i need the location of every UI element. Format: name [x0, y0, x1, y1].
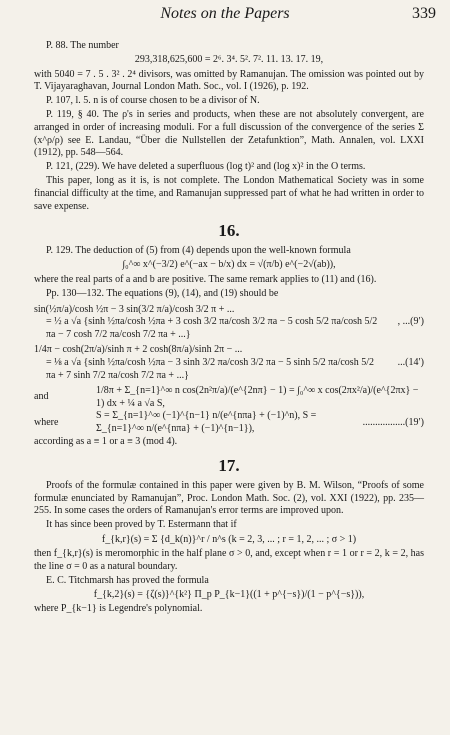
- equation-19b: S = Σ_{n=1}^∞ (−1)^{n−1} n/(e^{nπa} + (−1)^n), S = Σ_{n=1}^∞ n/(e^{nπa} + (−1)^{n−1}),: [96, 410, 317, 434]
- equation-14-tag: ...(14′): [397, 356, 424, 368]
- note-mod: according as a ≡ 1 or a ≡ 3 (mod 4).: [34, 435, 178, 447]
- note-incomplete: This paper, long as it is, is not complete. The London Mathematical Society was in some financial difficulty at the time, and Ramanujan suppressed part of what he had written in order to save expense.: [34, 175, 424, 212]
- running-header: [0, 4, 450, 26]
- equation-9-tag: , ...(9′): [397, 316, 424, 328]
- equation-9-line-1: sin(½π/a)/cosh ½π − 3 sin(3/2 π/a)/cosh 3/2 π + ...: [34, 303, 235, 315]
- page-number: 339: [412, 5, 436, 22]
- note-p88-intro: P. 88. The number: [46, 40, 119, 51]
- note-estermann: It has since been proved by T. Estermann that if: [46, 519, 237, 531]
- equation-9-line-2: = ½ a √a {sinh ½πa/cosh ½πa + 3 cosh 3/2 πa/cosh 3/2 πa − 5 cosh 5/2 πa/cosh 5/2 πa − 7 cosh 7/2 πa/cosh 7/2 πa + ...}: [46, 316, 378, 340]
- running-title: Notes on the Papers: [160, 5, 290, 22]
- note-p88-tail: with 5040 = 7 . 5 . 3² . 2⁴ divisors, was omitted by Ramanujan. The omission was pointed out by T. Vijayaraghavan, Journal London Math. Soc., vol. I (1926), p. 192.: [34, 68, 424, 93]
- note-real-parts: where the real parts of a and b are positive. The same remark applies to (11) and (16).: [34, 273, 377, 285]
- equation-14-line-1: 1/4π − cosh(2π/a)/sinh π + 2 cosh(8π/a)/sinh 2π − ...: [34, 344, 243, 356]
- formula-f-def: f_{k,r}(s) = Σ {d_k(n)}^r / n^s (k = 2, 3, ... ; r = 1, 2, ... ; σ > 1): [101, 533, 357, 545]
- equation-9: [34, 304, 424, 342]
- equation-14: [34, 344, 424, 382]
- where-label: where: [34, 416, 59, 428]
- formula-integral: ∫₀^∞ x^(−3/2) e^(−ax − b/x) dx = √(π/b) e^(−2√(ab)),: [122, 259, 336, 271]
- note-pp130: Pp. 130—132. The equations (9), (14), and (19) should be: [46, 288, 279, 299]
- note-titchmarsh: E. C. Titchmarsh has proved the formula: [46, 574, 209, 586]
- equation-14-line-2: = ⅛ a √a {sinh ½πa/cosh ½πa − 3 sinh 3/2 πa/cosh 3/2 πa − 5 sinh 5/2 πa/cosh 5/2 πa + 7 sinh 7/2 πa/cosh 7/2 πa + ...}: [46, 356, 374, 381]
- section-heading-16: 16.: [218, 221, 240, 241]
- note-p88-number: 293,318,625,600 = 2⁶. 3⁴. 5². 7². 11. 13. 17. 19,: [134, 54, 324, 66]
- note-legendre: where P_{k−1} is Legendre's polynomial.: [34, 603, 203, 615]
- note-meromorphic: then f_{k,r}(s) is meromorphic in the half plane σ > 0, and, except when r = 1 or r = 2, k = 2, has the line σ = 0 as a natural boundary.: [34, 548, 424, 572]
- page-body: [34, 40, 424, 618]
- note-p121: P. 121, (229). We have deleted a superfluous (log t)² and (log x)² in the O terms.: [46, 161, 366, 173]
- section-heading-17: 17.: [218, 456, 240, 476]
- note-p129: P. 129. The deduction of (5) from (4) depends upon the well-known formula: [46, 245, 351, 257]
- equation-19a-row: [34, 385, 424, 410]
- note-p107: P. 107, l. 5. n is of course chosen to be a divisor of N.: [46, 95, 260, 107]
- note-proofs: Proofs of the formulæ contained in this paper were given by B. M. Wilson, “Proofs of some formulæ enunciated by Ramanujan”, Proc. London Math. Soc. (2), vol. XXI (1922), pp. 235—255. In some cases the orders of Ramanujan's error terms are improved upon.: [34, 480, 424, 517]
- and-label: and: [34, 391, 49, 403]
- formula-f2: f_{k,2}(s) = {ζ(s)}^{k²} Π_p P_{k−1}((1 + p^{−s})/(1 − p^{−s})),: [93, 588, 365, 600]
- equation-19a: 1/8π + Σ_{n=1}^∞ n cos(2n²π/a)/(e^{2nπ} − 1) = ∫₀^∞ x cos(2πx²/a)/(e^{2πx} − 1) dx + ¼ a √a S,: [96, 385, 419, 409]
- equation-19-tag: .................(19′): [362, 416, 424, 428]
- equation-19b-row: [34, 410, 424, 435]
- note-p119: P. 119, § 40. The ρ's in series and products, when these are not absolutely convergent, are arranged in order of increasing moduli. For a full discussion of the convergence of the series Σ (x^ρ/ρ) see E. Landau, “Über die Nullstellen der Zetafunktion”, Math. Annalen, vol. LXXI (1912), pp. 548—564.: [34, 109, 424, 159]
